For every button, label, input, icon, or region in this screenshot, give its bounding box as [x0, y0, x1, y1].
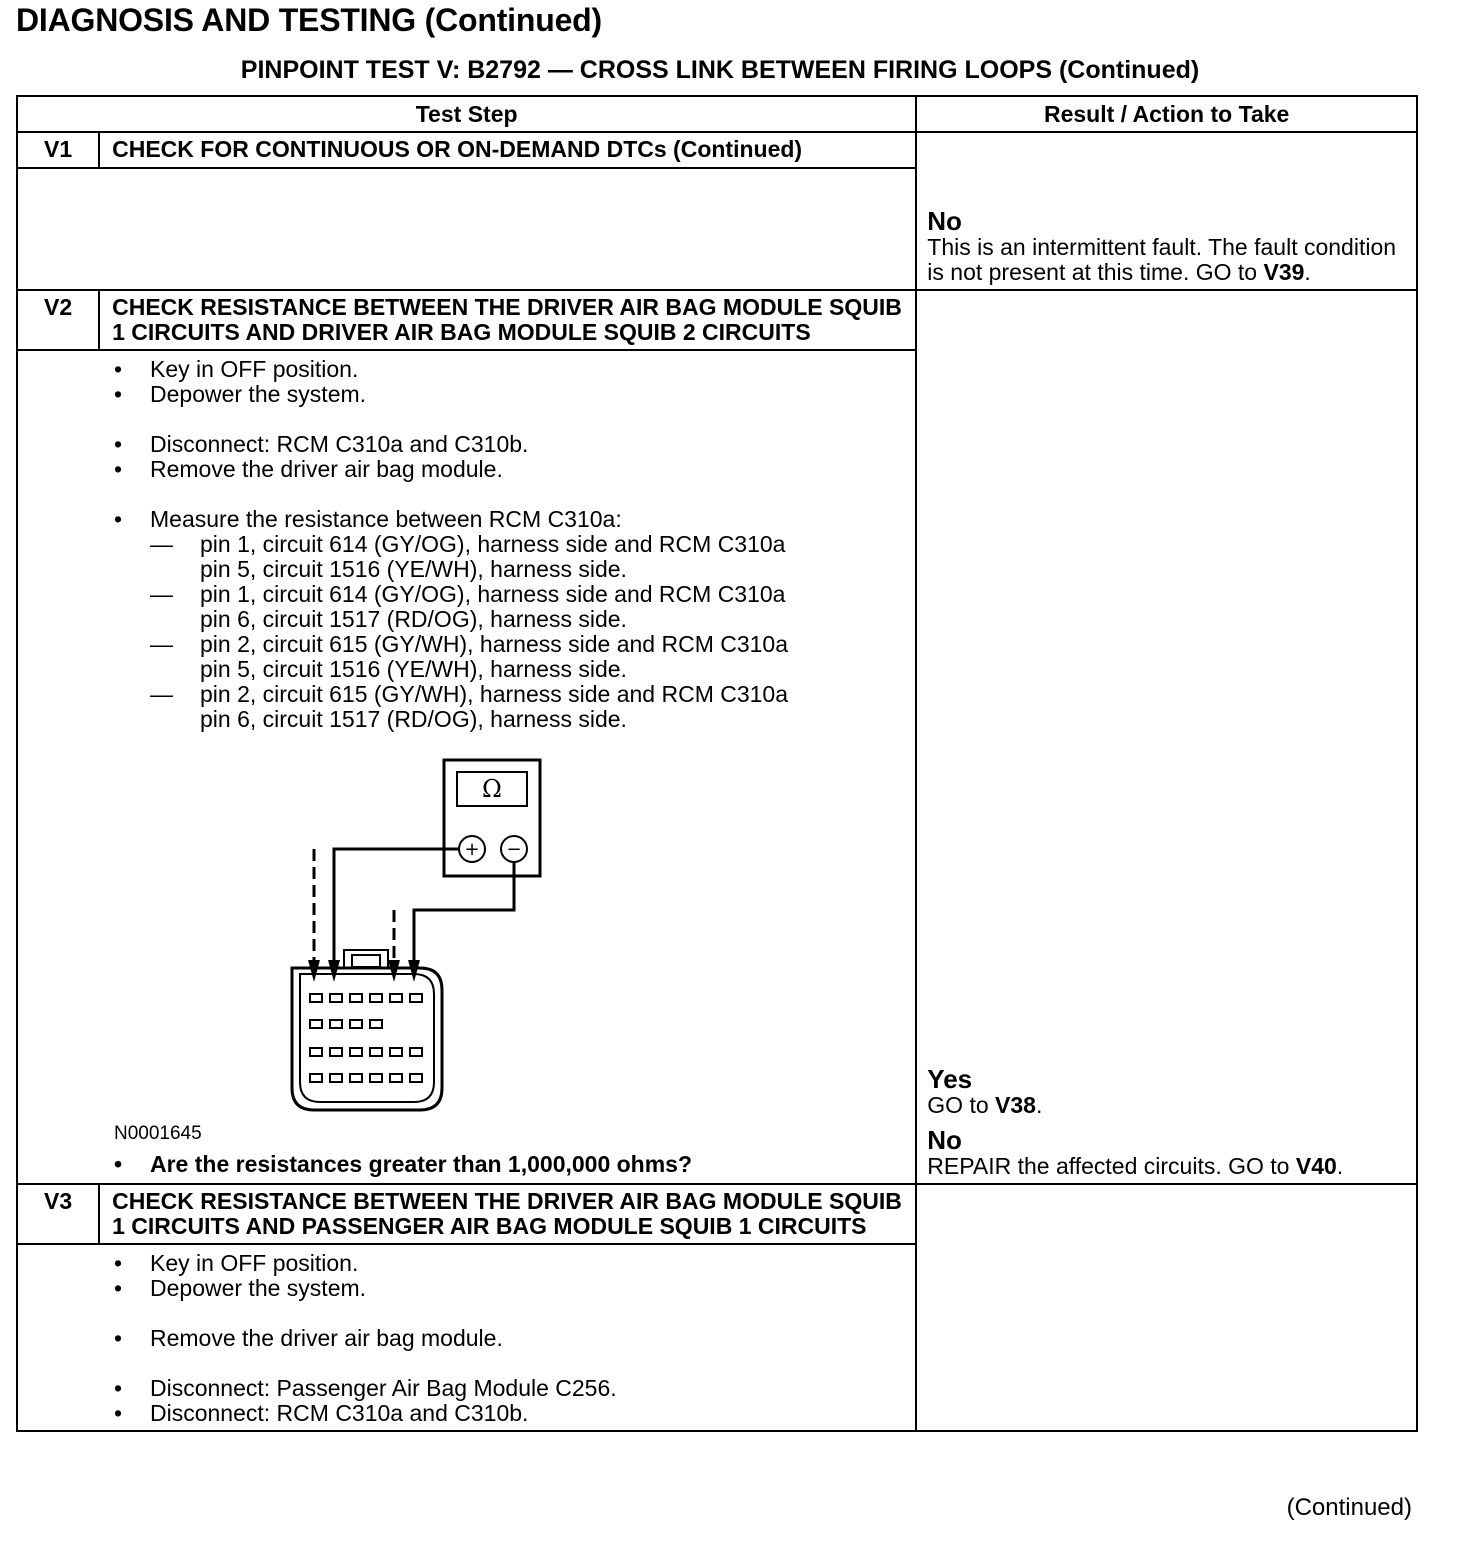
step-id-v2: V2: [17, 290, 99, 350]
figure-id: N0001645: [114, 1123, 202, 1144]
result-no-label: No: [927, 206, 962, 236]
instruction-item: • Disconnect: RCM C310a and C310b.: [114, 1401, 905, 1426]
step-title-v1: CHECK FOR CONTINUOUS OR ON-DEMAND DTCs (Continued): [99, 132, 916, 168]
pinpoint-test-table: [16, 95, 1418, 1432]
result-yes-text: GO to V38.: [927, 1092, 1043, 1118]
result-no-text: This is an intermittent fault. The fault condition is not present at this time. GO to V39.: [927, 234, 1397, 285]
step-body-v2: [17, 350, 916, 1184]
connector-pins: [310, 994, 422, 1082]
column-header-test-step: Test Step: [17, 96, 916, 132]
instruction-item: • Measure the resistance between RCM C310a: — pin 1, circuit 614 (GY/OG), harness side and RCM C310a pin 5, circuit 1516 (YE/WH), harness side. — pin 1, circuit 614 (GY/OG), harness side and RCM C310a pin 6, circuit 1517 (RD/OG), harness side. — pin 2, circuit 615 (GY/WH), harness side and RCM C310a pin 5, circuit 1516 (YE/WH), harness side. — pin 2, circuit 615 (GY/WH), harness side and RCM C310a pin 6, circuit 1517 (RD/OG), harness side.: [114, 507, 905, 732]
connector-c310a: [292, 968, 442, 1110]
ohmmeter-figure: [114, 732, 905, 1152]
measurement-item: — pin 2, circuit 615 (GY/WH), harness side and RCM C310a pin 5, circuit 1516 (YE/WH), harness side.: [150, 632, 810, 682]
result-v3: [916, 1184, 1417, 1431]
instruction-item: • Key in OFF position.: [114, 1251, 905, 1276]
step-id-v3: V3: [17, 1184, 99, 1244]
result-v1: [916, 132, 1417, 290]
instruction-item: • Disconnect: RCM C310a and C310b.: [114, 432, 905, 457]
svg-text:+: +: [464, 839, 480, 860]
step-reference: V38: [995, 1092, 1036, 1118]
step-reference: V40: [1295, 1153, 1337, 1179]
instruction-item: • Remove the driver air bag module.: [114, 457, 905, 482]
svg-text:−: −: [506, 839, 522, 860]
instruction-item: • Disconnect: Passenger Air Bag Module C256.: [114, 1376, 905, 1401]
page-title: DIAGNOSIS AND TESTING (Continued): [16, 2, 602, 38]
step-title-v2: CHECK RESISTANCE BETWEEN THE DRIVER AIR BAG MODULE SQUIB 1 CIRCUITS AND DRIVER AIR BAG MODULE SQUIB 2 CIRCUITS: [99, 290, 916, 350]
measurement-item: — pin 1, circuit 614 (GY/OG), harness side and RCM C310a pin 5, circuit 1516 (YE/WH), harness side.: [150, 532, 810, 582]
measurement-item: — pin 2, circuit 615 (GY/WH), harness side and RCM C310a pin 6, circuit 1517 (RD/OG), harness side.: [150, 682, 810, 732]
step-title-v3: CHECK RESISTANCE BETWEEN THE DRIVER AIR BAG MODULE SQUIB 1 CIRCUITS AND PASSENGER AIR BAG MODULE SQUIB 1 CIRCUITS: [99, 1184, 916, 1244]
pinpoint-test-title: PINPOINT TEST V: B2792 — CROSS LINK BETWEEN FIRING LOOPS (Continued): [240, 56, 1200, 84]
probe-tip: [308, 960, 320, 982]
step-id-v1: V1: [17, 132, 99, 168]
step-reference: V39: [1263, 259, 1305, 285]
result-no-text: REPAIR the affected circuits. GO to V40.: [927, 1153, 1344, 1179]
result-no-label: No: [927, 1125, 962, 1155]
instruction-item: • Depower the system.: [114, 1276, 905, 1301]
probe-tip: [328, 960, 340, 982]
measurement-item: — pin 1, circuit 614 (GY/OG), harness side and RCM C310a pin 6, circuit 1517 (RD/OG), harness side.: [150, 582, 810, 632]
step-body-v1: [17, 168, 916, 290]
instruction-item: • Key in OFF position.: [114, 357, 905, 382]
connector-latch: [344, 950, 388, 968]
instruction-item: • Remove the driver air bag module.: [114, 1326, 905, 1351]
probe-tip: [408, 960, 420, 982]
result-v2: [916, 290, 1417, 1184]
continued-label: (Continued): [1286, 1494, 1412, 1521]
column-header-result: Result / Action to Take: [916, 96, 1417, 132]
instruction-item: • Depower the system.: [114, 382, 905, 407]
ohm-symbol: Ω: [482, 775, 502, 803]
step-body-v3: [17, 1244, 916, 1431]
positive-lead-solid: [334, 849, 459, 962]
probe-tip: [388, 960, 400, 982]
ohmmeter-connector-diagram: [284, 750, 614, 1130]
test-question: • Are the resistances greater than 1,000,000 ohms?: [114, 1152, 905, 1177]
result-yes-label: Yes: [927, 1064, 973, 1094]
